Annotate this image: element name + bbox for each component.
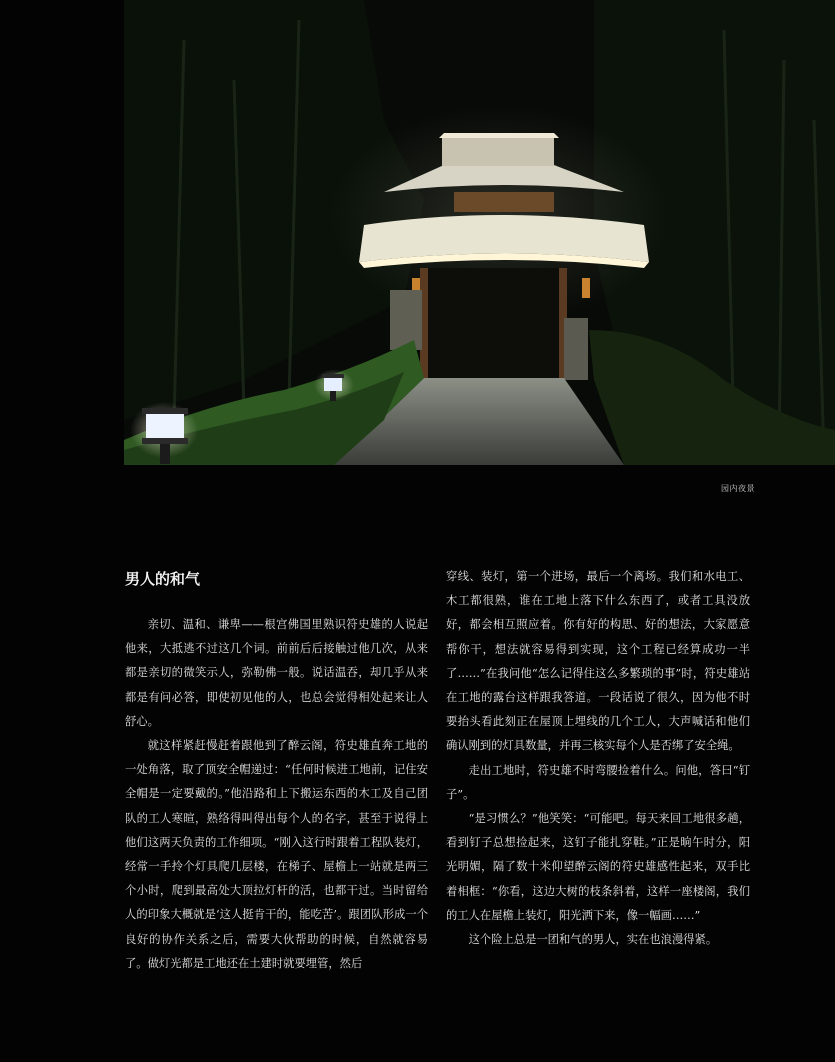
garden-gate-illustration [124, 0, 835, 465]
right-text-column [446, 565, 750, 952]
photo-caption: 园内夜景 [721, 484, 755, 493]
section-heading: 男人的和气 [125, 570, 201, 588]
paragraph: 这个险上总是一团和气的男人，实在也浪漫得紧。 [468, 933, 718, 947]
night-garden-photo [124, 0, 835, 465]
paragraph: 亲切、温和、谦卑——根宫佛国里熟识符史雄的人说起他来，大抵逃不过这几个词。前前后后接触过他几次，从来都是亲切的微笑示人，弥勒佛一般。说话温吞，却几乎从来都是有问必答，即使初见他的人，也总会觉得相处起来让人舒心。 [125, 618, 428, 728]
paragraph: 就这样紧赶慢赶着跟他到了醉云阁，符史雄直奔工地的一处角落，取了顶安全帽递过：“任何时候进工地前，记住安全帽是一定要戴的。”他沿路和上下搬运东西的木工及自己团队的工人寒暄，熟络得叫得出每个人的名字，甚至于说得上他们这两天负责的工作细项。“刚入这行时跟着工程队装灯，经常一手拎个灯具爬几层楼，在梯子、屋檐上一站就是两三个小时，爬到最高处大顶拉灯杆的活，也都干过。当时留给人的印象大概就是‘这人挺肯干的，能吃苦’。跟团队形成一个良好的协作关系之后，需要大伙帮助的时候，自然就容易了。做灯光都是工地还在土建时就要埋管，然后 [125, 739, 428, 970]
paragraph: 穿线、装灯，第一个进场，最后一个离场。我们和水电工、木工都很熟，谁在工地上落下什么东西了，或者工具没放好，都会相互照应着。你有好的构思、好的想法，大家愿意帮你干，想法就容易得到实现，这个工程已经算成功一半了……”在我问他“怎么记得住这么多繁琐的事”时，符史雄站在工地的露台这样跟我答道。一段话说了很久，因为他不时要抬头看此刻正在屋顶上埋线的几个工人，大声喊话和他们确认刚到的灯具数量，并再三核实每个人是否绑了安全绳。 [446, 570, 750, 753]
paragraph: 走出工地时，符史雄不时弯腰捡着什么。问他，答曰“钉子”。 [446, 763, 750, 801]
left-text-column [125, 613, 428, 976]
paragraph: “是习惯么？”他笑笑：“可能吧。每天来回工地很多趟，看到钉子总想捡起来，这钉子能扎穿鞋。”正是晌午时分，阳光明媚，隔了数十米仰望醉云阁的符史雄感性起来，双手比着相框：“你看，这边大树的枝条斜着，这样一座楼阁，我们的工人在屋檐上装灯，阳光洒下来，像一幅画……” [446, 812, 750, 922]
